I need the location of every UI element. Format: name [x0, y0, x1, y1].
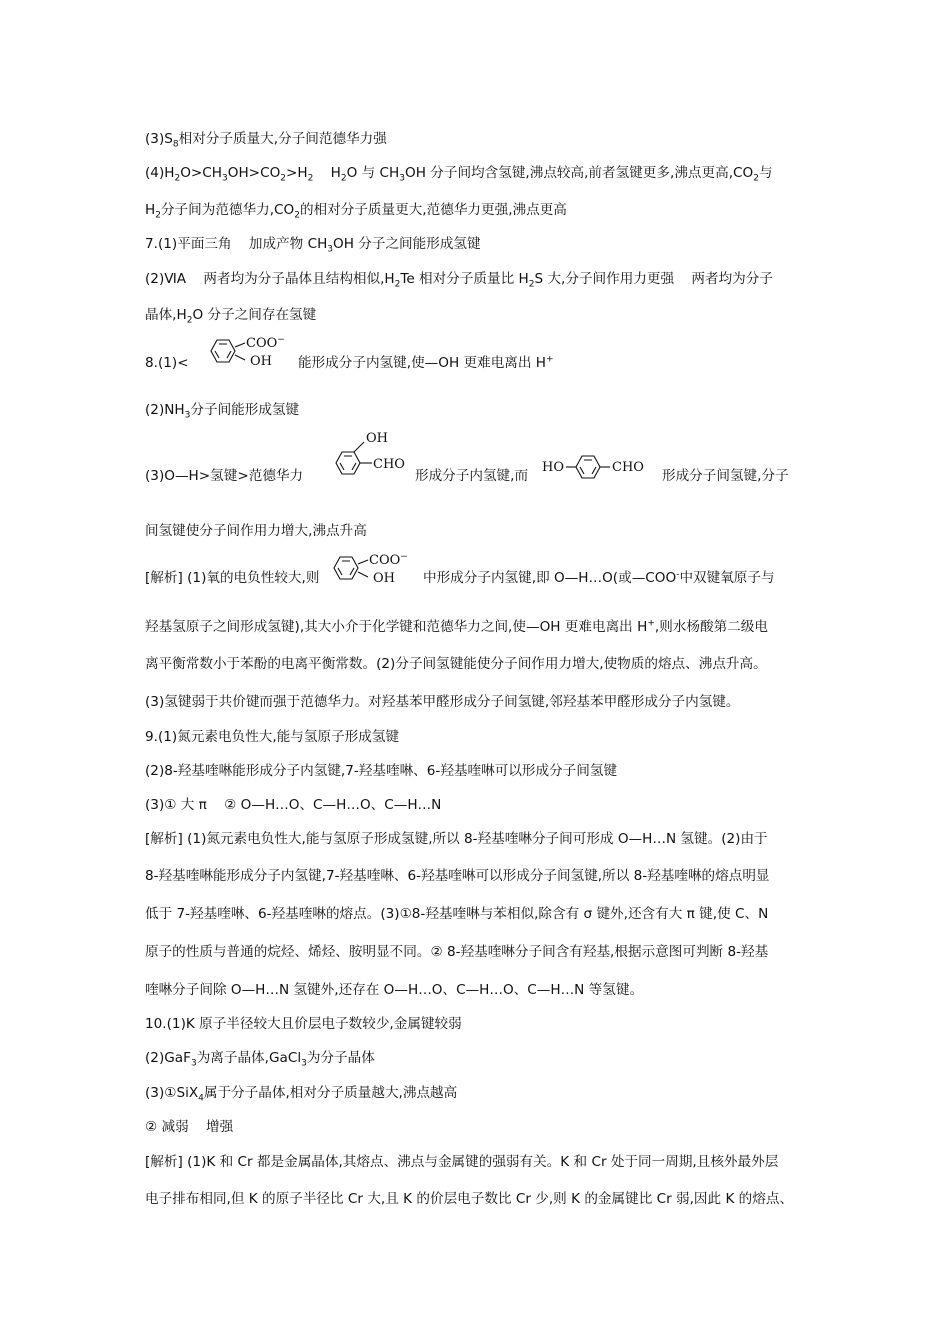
answer-8-2 [145, 401, 299, 419]
text: 为分子晶体 [306, 1050, 375, 1066]
text: 8-羟基喹啉能形成分子内氢键,7-羟基喹啉、6-羟基喹啉可以形成分子间氢键,所以 8-羟基喹啉的熔点明显 [145, 868, 770, 884]
text: 喹啉分子间除 O—H…N 氢键外,还存在 O—H…O、C—H…O、C—H…N 等氢键。 [145, 982, 644, 998]
analysis-9-line3 [145, 905, 768, 923]
text: (3)O—H>氢键>范德华力 [145, 468, 304, 484]
text: 分子间为范德华力,CO [160, 202, 295, 218]
bond [235, 355, 245, 360]
answer-8-1-prefix [145, 354, 189, 372]
text: OH 分子间均含氢键,沸点较高,前者氢键更多,沸点更高,CO [405, 165, 754, 181]
answer-10-3 [145, 1084, 457, 1102]
text: [解析] (1)K 和 Cr 都是金属晶体,其熔点、沸点与金属键的强弱有关。K 和 Cr 处于同一周期,且核外最外层 [145, 1154, 779, 1170]
superscript: + [647, 618, 655, 629]
subscript: 3 [184, 410, 191, 421]
bond [354, 442, 364, 452]
hydroxyl-label: OH [250, 354, 272, 369]
salicylate-structure-2 [330, 551, 420, 589]
subscript: 2 [155, 210, 161, 221]
analysis-8-line4 [145, 693, 740, 711]
answer-3-3 [145, 130, 387, 148]
subscript: 8 [172, 139, 179, 150]
subscript: 2 [394, 279, 401, 290]
answer-7-1 [145, 235, 481, 253]
text: 10.(1)K 原子半径较大且价层电子数较少,金属键较弱 [145, 1016, 462, 1032]
carboxylate-label [246, 335, 285, 351]
text: 晶体,H [145, 307, 187, 323]
text: O 分子之间存在氢键 [192, 307, 317, 323]
analysis-9-line5 [145, 981, 643, 999]
answer-3-4 [145, 164, 773, 182]
o-hydroxybenzaldehyde-structure [330, 428, 414, 484]
answer-8-3-prefix [145, 467, 303, 485]
text: 为离子晶体,GaCl [196, 1050, 302, 1066]
text: (2)8-羟基喹啉能形成分子内氢键,7-羟基喹啉、6-羟基喹啉可以形成分子间氢键 [145, 763, 618, 779]
analysis-10-line1 [145, 1153, 778, 1171]
subscript: 3 [399, 173, 406, 184]
text: O 与 CH [346, 165, 400, 181]
answer-7-2 [145, 270, 773, 288]
text: [解析] (1)氧的电负性较大,则 [145, 570, 320, 586]
superscript: + [546, 354, 554, 365]
analysis-8-line2 [145, 618, 768, 636]
answer-3-4-cont [145, 201, 567, 219]
answer-10-2 [145, 1049, 375, 1067]
subscript: 3 [222, 173, 228, 184]
text: 与 [758, 165, 773, 181]
text: [解析] (1)氮元素电负性大,能与氢原子形成氢键,所以 8-羟基喹啉分子间可形成 O—H…N 氢键。(2)由于 [145, 831, 768, 847]
text: 离平衡常数小于苯酚的电离平衡常数。(2)分子间氢键能使分子间作用力增大,使物质的熔点、沸点升高。 [145, 656, 767, 672]
ring-double-bonds [340, 456, 356, 470]
text: OH 分子之间能形成氢键 [333, 236, 481, 252]
text: >H [286, 165, 308, 181]
salicylate-structure-1 [207, 334, 295, 372]
subscript: 2 [174, 173, 181, 184]
text: (3)① 大 π ② O—H…O、C—H…O、C—H…N [145, 797, 442, 813]
text: 电子排布相同,但 K 的原子半径比 Cr 大,且 K 的价层电子数比 Cr 少,则 K 的金属键比 Cr 弱,因此 K 的熔点、 [145, 1191, 794, 1207]
analysis-9-line1 [145, 830, 768, 848]
answer-9-1 [145, 728, 399, 746]
text: (3)氢键弱于共价键而强于范德华力。对羟基苯甲醛形成分子间氢键,邻羟基苯甲醛形成分子内氢键。 [145, 694, 740, 710]
superscript: - [676, 569, 680, 580]
text: (4)H [145, 165, 175, 181]
text: (2)NH [145, 402, 185, 418]
aldehyde-label: CHO [373, 457, 405, 472]
subscript: 3 [190, 1058, 197, 1069]
text: COO [369, 553, 401, 568]
text: Te 相对分子质量比 H [400, 271, 529, 287]
text: 分子间能形成氢键 [190, 402, 300, 418]
answer-10-3-2 [145, 1118, 233, 1136]
charge: − [400, 552, 408, 562]
text: 的相对分子质量更大,范德华力更强,沸点更高 [299, 202, 567, 218]
benzene-ring [334, 557, 358, 579]
aldehyde-label: CHO [612, 460, 644, 475]
hydroxyl-label: OH [373, 571, 395, 586]
bond [235, 343, 245, 347]
analysis-10-line2 [145, 1190, 793, 1208]
text: (2)ⅥA 两者均为分子晶体且结构相似,H [145, 271, 395, 287]
carboxylate-label [369, 552, 408, 568]
text: (2)GaF [145, 1050, 191, 1066]
subscript: 4 [198, 1093, 204, 1104]
text: 形成分子内氢键,而 [415, 468, 529, 484]
hydroxyl-label: OH [366, 431, 388, 446]
text: O>CH [180, 165, 223, 181]
analysis-9-line2 [145, 867, 770, 885]
bond [358, 572, 368, 577]
text: (3)①SiX [145, 1085, 199, 1101]
text: 属于分子晶体,相对分子质量越大,沸点越高 [203, 1085, 458, 1101]
answer-9-3 [145, 796, 441, 814]
text: 低于 7-羟基喹啉、6-羟基喹啉的熔点。(3)①8-羟基喹啉与苯相似,除含有 σ 键外,还含有大 π 键,使 C、N [145, 906, 769, 922]
text: 形成分子间氢键,分子 [662, 468, 789, 484]
analysis-8-prefix [145, 569, 319, 587]
text: COO [246, 336, 278, 351]
ring-double-bonds [580, 460, 596, 474]
analysis-8-line1 [423, 569, 775, 587]
text: 原子的性质与普通的烷烃、烯烃、胺明显不同。② 8-羟基喹啉分子间含有羟基,根据示意图可判断 8-羟基 [145, 944, 769, 960]
text: 羟基氢原子之间形成氢键),其大小介于化学键和范德华力之间,使—OH 更难电离出 H [145, 619, 648, 635]
ring-double-bonds [215, 344, 231, 358]
subscript: 2 [186, 315, 193, 326]
text: 相对分子质量大,分子间范德华力强 [178, 131, 387, 147]
text: OH>CO [227, 165, 281, 181]
answer-8-3-cont [145, 522, 367, 540]
text: H [313, 165, 341, 181]
answer-10-1 [145, 1015, 462, 1033]
benzene-ring [211, 340, 235, 362]
subscript: 2 [294, 210, 300, 221]
bond [358, 560, 368, 564]
benzene-ring [336, 452, 360, 474]
answer-8-3-mid [415, 467, 528, 485]
text: 8.(1)< [145, 355, 189, 371]
answer-8-1-text [298, 354, 554, 372]
text: H [145, 202, 156, 218]
hydroxyl-label: HO [542, 460, 564, 475]
text: S 大,分子间作用力更强 两者均为分子 [534, 271, 773, 287]
analysis-8-line3 [145, 655, 767, 673]
charge: − [277, 335, 285, 345]
subscript: 2 [528, 279, 535, 290]
text: 中双键氧原子与 [679, 570, 775, 586]
subscript: 2 [753, 173, 759, 184]
text: 9.(1)氮元素电负性大,能与氢原子形成氢键 [145, 729, 400, 745]
text: 间氢键使分子间作用力增大,沸点升高 [145, 523, 367, 539]
subscript: 2 [340, 173, 347, 184]
benzene-ring [576, 456, 600, 478]
text: 7.(1)平面三角 加成产物 CH [145, 236, 328, 252]
analysis-9-line4 [145, 943, 768, 961]
subscript: 2 [307, 173, 314, 184]
text: 能形成分子内氢键,使—OH 更难电离出 H [298, 355, 547, 371]
p-hydroxybenzaldehyde-structure [540, 452, 660, 482]
answer-7-2-cont [145, 306, 316, 324]
answer-8-3-suffix [662, 467, 789, 485]
ring-double-bonds [338, 561, 354, 575]
answer-9-2 [145, 762, 617, 780]
subscript: 3 [301, 1058, 307, 1069]
text: ② 减弱 增强 [145, 1119, 234, 1135]
subscript: 3 [327, 244, 334, 255]
text: 中形成分子内氢键,即 O—H…O(或—COO [423, 570, 677, 586]
subscript: 2 [280, 173, 287, 184]
text: (3)S [145, 131, 173, 147]
text: ,则水杨酸第二级电 [654, 619, 768, 635]
